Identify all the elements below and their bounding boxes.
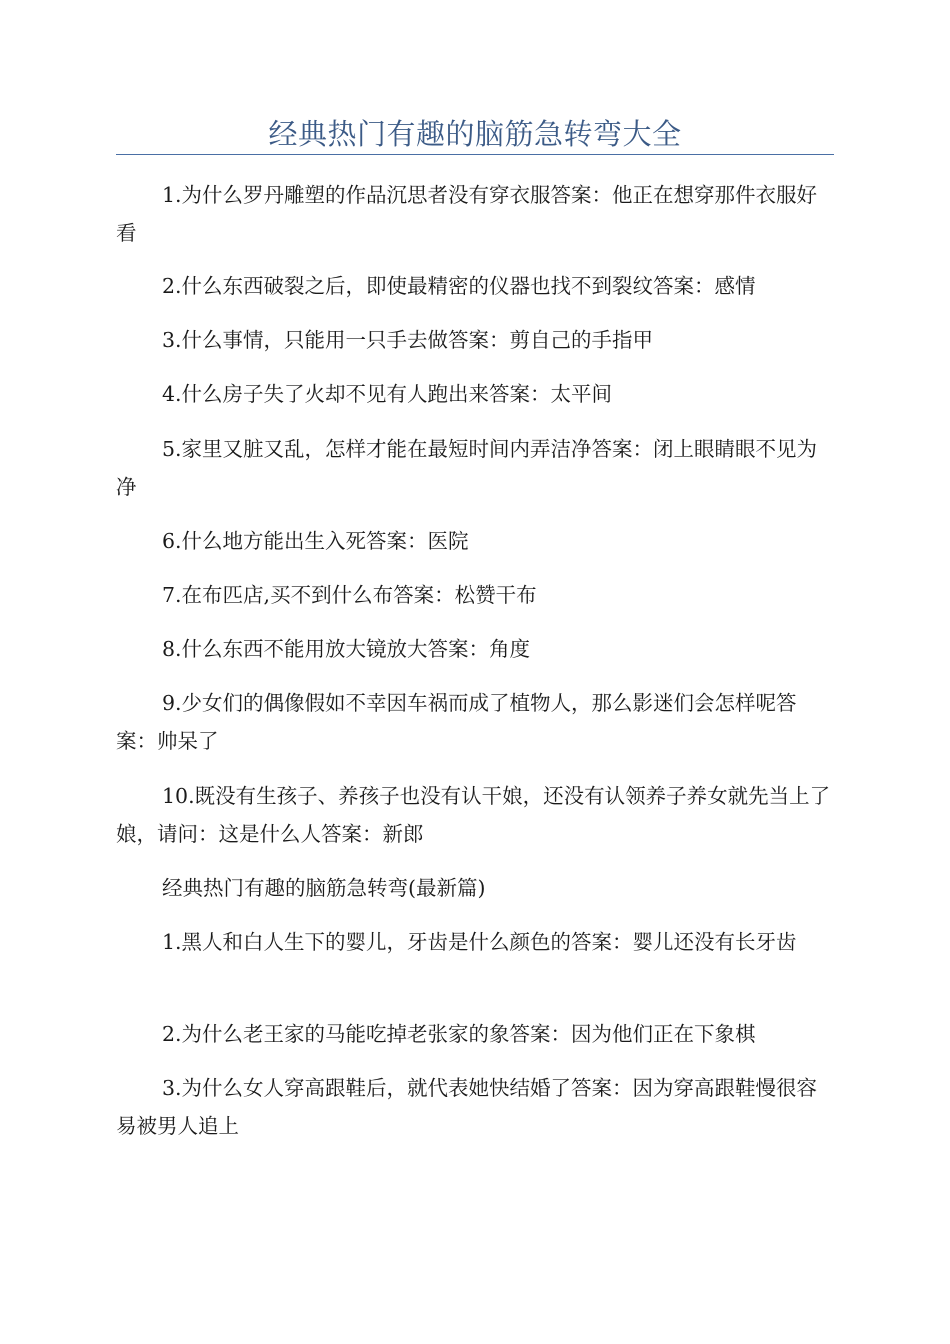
paragraph-2: 2.什么东西破裂之后，即使最精密的仪器也找不到裂纹答案：感情	[162, 274, 756, 298]
title-underline	[116, 154, 834, 155]
paragraph-12: 2.为什么老王家的马能吃掉老张家的象答案：因为他们正在下象棋	[162, 1022, 756, 1046]
paragraph-10: 10.既没有生孩子、养孩子也没有认干娘，还没有认领养子养女就先当上了娘，请问：这是什么人答案：新郎	[116, 784, 831, 846]
paragraph-9: 9.少女们的偶像假如不幸因车祸而成了植物人，那么影迷们会怎样呢答案：帅呆了	[116, 691, 797, 753]
paragraph-13: 3.为什么女人穿高跟鞋后，就代表她快结婚了答案：因为穿高跟鞋慢很容易被男人追上	[116, 1076, 818, 1138]
paragraph-1: 1.为什么罗丹雕塑的作品沉思者没有穿衣服答案：他正在想穿那件衣服好看	[116, 183, 818, 245]
paragraph-7: 7.在布匹店,买不到什么布答案：松赞干布	[162, 583, 537, 607]
paragraph-8: 8.什么东西不能用放大镜放大答案：角度	[162, 637, 531, 661]
paragraph-3: 3.什么事情，只能用一只手去做答案：剪自己的手指甲	[162, 328, 654, 352]
document-title: 经典热门有趣的脑筋急转弯大全	[268, 117, 682, 151]
paragraph-4: 4.什么房子失了火却不见有人跑出来答案：太平间	[162, 382, 613, 406]
section-heading: 经典热门有趣的脑筋急转弯(最新篇)	[162, 876, 486, 900]
paragraph-11: 1.黑人和白人生下的婴儿，牙齿是什么颜色的答案：婴儿还没有长牙齿	[162, 930, 797, 954]
paragraph-6: 6.什么地方能出生入死答案：医院	[162, 529, 469, 553]
paragraph-5: 5.家里又脏又乱，怎样才能在最短时间内弄洁净答案：闭上眼睛眼不见为净	[116, 437, 818, 499]
